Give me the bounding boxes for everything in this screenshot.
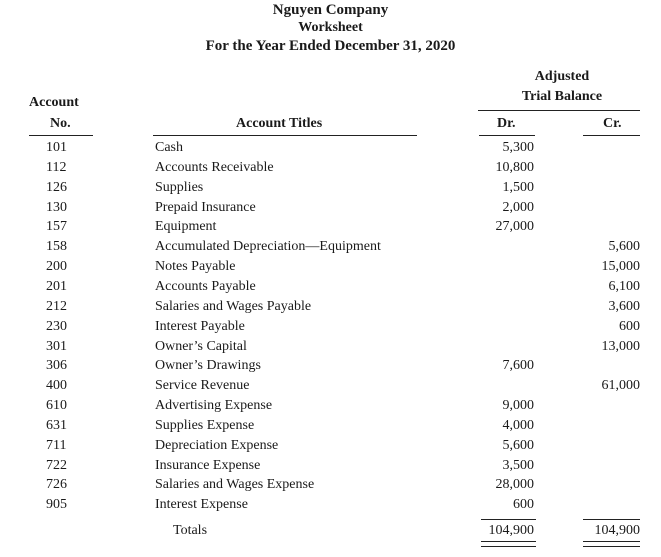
account-number: 130 <box>46 199 67 215</box>
account-title: Accounts Receivable <box>155 159 274 175</box>
debit-amount: 7,600 <box>502 358 534 374</box>
debit-heading: Dr. <box>497 116 516 131</box>
debit-amount: 9,000 <box>502 398 534 414</box>
totals-label: Totals <box>173 523 208 538</box>
debit-amount: 5,600 <box>502 437 534 453</box>
account-title: Supplies <box>155 179 204 195</box>
account-title: Depreciation Expense <box>155 437 279 453</box>
account-title: Cash <box>155 140 183 155</box>
group-heading-rule <box>478 110 640 111</box>
table-row <box>0 358 661 378</box>
table-row <box>0 160 661 180</box>
debit-amount: 10,800 <box>495 159 534 175</box>
account-number: 101 <box>46 140 67 155</box>
table-row <box>0 200 661 220</box>
account-title: Supplies Expense <box>155 417 255 433</box>
table-row <box>0 477 661 497</box>
account-title: Service Revenue <box>155 378 250 394</box>
account-number: 631 <box>46 417 67 433</box>
table-row <box>0 299 661 319</box>
table-row <box>0 398 661 418</box>
account-number: 230 <box>46 318 67 334</box>
account-title: Advertising Expense <box>155 398 273 414</box>
table-row <box>0 458 661 478</box>
company-name: Nguyen Company <box>272 2 389 18</box>
account-title: Notes Payable <box>155 259 236 275</box>
debit-underline <box>479 135 535 136</box>
column-group-heading-line1: Adjusted <box>534 69 590 84</box>
debit-total-double-rule <box>481 541 536 547</box>
table-row <box>0 438 661 458</box>
account-title: Owner’s Capital <box>155 338 247 354</box>
credit-total-double-rule <box>583 541 640 547</box>
table-row <box>0 497 661 517</box>
debit-amount: 2,000 <box>502 199 534 215</box>
account-number: 610 <box>46 398 67 414</box>
table-row <box>0 339 661 359</box>
account-number: 306 <box>46 358 67 374</box>
table-row <box>0 418 661 438</box>
debit-amount: 3,500 <box>502 457 534 473</box>
account-number-underline <box>29 135 93 136</box>
account-number: 711 <box>46 437 67 453</box>
credit-amount: 15,000 <box>601 259 640 275</box>
account-number: 157 <box>46 219 67 235</box>
account-number: 200 <box>46 259 67 275</box>
account-titles-underline <box>153 135 417 136</box>
table-row <box>0 239 661 259</box>
account-title: Salaries and Wages Payable <box>155 298 312 314</box>
account-title: Salaries and Wages Expense <box>155 477 315 493</box>
account-title: Insurance Expense <box>155 457 261 473</box>
account-number-heading-line1: Account <box>29 95 79 110</box>
table-row <box>0 219 661 239</box>
credit-amount: 3,600 <box>608 298 640 314</box>
debit-amount: 5,300 <box>502 140 534 155</box>
account-titles-heading: Account Titles <box>236 116 323 131</box>
credit-total-rule <box>583 519 640 520</box>
credit-underline <box>583 135 640 136</box>
debit-total-rule <box>481 519 536 520</box>
account-number: 400 <box>46 378 67 394</box>
account-title: Interest Payable <box>155 318 245 334</box>
account-number: 301 <box>46 338 67 354</box>
account-title: Prepaid Insurance <box>155 199 256 215</box>
report-period: For the Year Ended December 31, 2020 <box>205 38 456 54</box>
account-number: 201 <box>46 278 67 294</box>
credit-amount: 6,100 <box>608 278 640 294</box>
table-row <box>0 259 661 279</box>
credit-amount: 5,600 <box>608 239 640 255</box>
table-row <box>0 279 661 299</box>
debit-amount: 28,000 <box>495 477 534 493</box>
account-number: 112 <box>46 159 67 175</box>
debit-amount: 1,500 <box>502 179 534 195</box>
report-name: Worksheet <box>298 20 363 35</box>
debit-total: 104,900 <box>488 523 534 538</box>
debit-amount: 27,000 <box>495 219 534 235</box>
credit-total: 104,900 <box>594 523 640 538</box>
account-title: Accumulated Depreciation—Equipment <box>155 239 381 255</box>
account-title: Interest Expense <box>155 497 248 513</box>
debit-amount: 600 <box>513 497 534 513</box>
column-group-heading-line2: Trial Balance <box>521 89 603 104</box>
table-row <box>0 378 661 398</box>
account-title: Equipment <box>155 219 217 235</box>
table-row <box>0 140 661 160</box>
account-title: Owner’s Drawings <box>155 358 261 374</box>
credit-heading: Cr. <box>603 116 622 131</box>
table-row <box>0 319 661 339</box>
account-number: 158 <box>46 239 67 255</box>
account-title: Accounts Payable <box>155 278 256 294</box>
credit-amount: 13,000 <box>601 338 640 354</box>
table-row <box>0 180 661 200</box>
credit-amount: 61,000 <box>601 378 640 394</box>
account-number: 722 <box>46 457 67 473</box>
debit-amount: 4,000 <box>502 417 534 433</box>
account-number-heading-line2: No. <box>50 116 71 131</box>
account-number: 126 <box>46 179 67 195</box>
credit-amount: 600 <box>619 318 640 334</box>
account-number: 726 <box>46 477 67 493</box>
account-number: 905 <box>46 497 67 513</box>
account-number: 212 <box>46 298 67 314</box>
